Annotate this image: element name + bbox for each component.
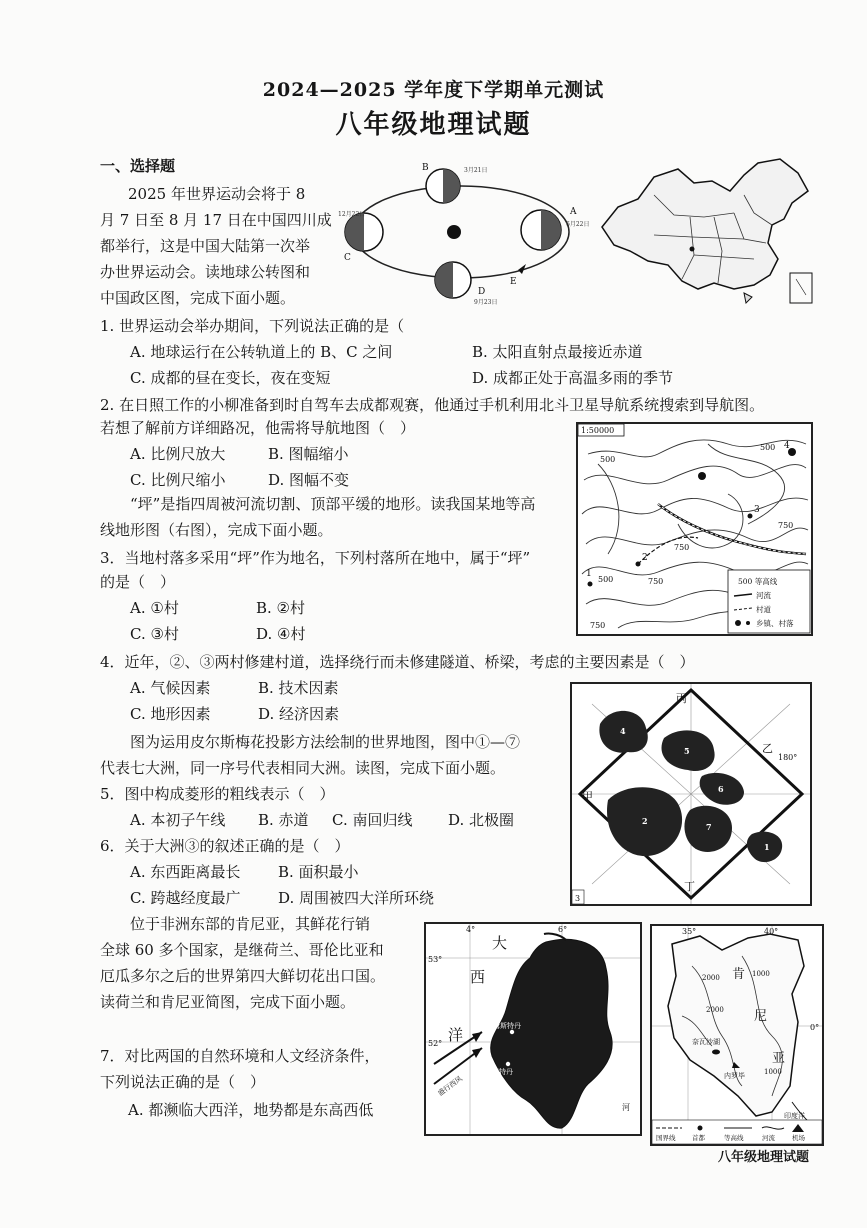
question-2-stem-2: 若想了解前方详细路况，他需将导航地图（ ） (100, 419, 416, 437)
continent-number: 2 (642, 816, 648, 826)
village-number: 1 (586, 569, 592, 579)
orbit-date: 6月22日 (566, 221, 590, 228)
continent-number: 1 (764, 842, 770, 852)
question-4-stem: 4．近年，②、③两村修建村道，选择绕行而未修建隧道、桥梁，考虑的主要因素是（ ） (100, 653, 695, 671)
contour-map (576, 422, 813, 636)
kenya-intro: 位于非洲东部的肯尼亚，其鲜花行销 (130, 915, 371, 933)
continent-number: 4 (620, 726, 626, 736)
orbit-label: D (478, 287, 486, 297)
orbit-label: C (344, 253, 351, 263)
elevation-label: 750 (674, 543, 690, 552)
continent-number: 7 (706, 822, 712, 832)
village-number: 4 (784, 441, 790, 451)
elevation-label: 750 (648, 577, 664, 586)
q1-option-c[interactable]: C. 成都的昼在变长，夜在变短 (130, 369, 331, 387)
continent-number: 3 (575, 894, 581, 903)
legend-item: 国界线 (656, 1134, 676, 1142)
q1-option-a[interactable]: A. 地球运行在公转轨道上的 B、C 之间 (130, 343, 393, 361)
orbit-date: 9月23日 (474, 299, 498, 306)
legend-item: 等高线 (724, 1134, 744, 1142)
wind-label: 盛行西风 (436, 1074, 464, 1098)
kenya-map (650, 924, 824, 1146)
country-char: 尼 (754, 1009, 768, 1024)
legend-item: 机场 (792, 1134, 805, 1142)
elevation-label: 750 (778, 521, 794, 530)
legend-river: 河流 (756, 591, 771, 600)
elevation-label: 750 (590, 621, 606, 630)
exam-subtitle: 八年级地理试题 (335, 110, 532, 140)
lat-label: 53° (428, 955, 443, 964)
orbit-date: 3月21日 (464, 167, 488, 174)
question-3-stem-2: 的是（ ） (100, 573, 176, 591)
q6-option-a[interactable]: A. 东西距离最长 (130, 863, 241, 881)
sea-char: 西 (470, 968, 486, 986)
lat-label: 0° (810, 1023, 820, 1032)
contour-label: 2000 (706, 1006, 724, 1014)
legend-item: 首都 (692, 1134, 705, 1142)
question-7-stem: 7．对比两国的自然环境和人文经济条件， (100, 1047, 380, 1065)
country-char: 亚 (772, 1051, 786, 1066)
q6-option-c[interactable]: C. 跨越经度最广 (130, 889, 241, 907)
lon-label: 35° (682, 927, 697, 936)
q5-option-b[interactable]: B. 赤道 (258, 811, 309, 829)
question-5-stem: 5．图中构成菱形的粗线表示（ ） (100, 785, 335, 803)
legend-road: 村道 (756, 605, 771, 614)
contour-label: 1000 (764, 1068, 782, 1076)
section-heading: 一、选择题 (100, 157, 176, 175)
q7-option-a[interactable]: A. 都濒临大西洋，地势都是东高西低 (128, 1101, 374, 1119)
orbit-label: E (510, 277, 517, 287)
q6-option-b[interactable]: B. 面积最小 (278, 863, 359, 881)
river-label: 河 (622, 1103, 630, 1112)
legend-item: 河流 (762, 1134, 775, 1142)
legend-village: 乡镇、村落 (756, 619, 794, 628)
place-label: 内罗毕 (724, 1072, 745, 1080)
kenya-intro: 厄瓜多尔之后的世界第四大鲜切花出口国。 (100, 967, 386, 985)
intro-line: 月 7 日至 8 月 17 日在中国四川成 (100, 211, 332, 229)
intro-line: 办世界运动会。读地球公转图和 (100, 263, 311, 281)
orbit-date: 12月22日 (338, 211, 366, 218)
orbit-label: A (570, 207, 577, 217)
question-6-stem: 6．关于大洲③的叙述正确的是（ ） (100, 837, 350, 855)
peirce-letter: 甲 (582, 790, 593, 803)
kenya-intro: 全球 60 多个国家，是继荷兰、哥伦比亚和 (100, 941, 384, 959)
lon-label: 40° (764, 927, 779, 936)
q3-option-b[interactable]: B. ②村 (256, 599, 306, 617)
sea-char: 大 (492, 934, 508, 952)
question-1-stem: 1. 世界运动会举办期间，下列说法正确的是（ (100, 317, 405, 335)
q3-option-c[interactable]: C. ③村 (130, 625, 179, 643)
continent-number: 6 (718, 784, 724, 794)
lon-label: 4° (466, 925, 476, 934)
peirce-letter: 丁 (684, 880, 695, 893)
q5-option-d[interactable]: D. 北极圈 (448, 811, 515, 829)
elevation-label: 500 (760, 443, 776, 452)
intro-line: 2025 年世界运动会将于 8 (128, 185, 306, 203)
china-political-map (594, 155, 820, 310)
q4-option-a[interactable]: A. 气候因素 (130, 679, 211, 697)
intro-line: 都举行，这是中国大陆第一次举 (100, 237, 311, 255)
village-number: 2 (642, 553, 648, 563)
place-label: 奈瓦沙湖 (692, 1038, 720, 1046)
peirce-intro: 图为运用皮尔斯梅花投影方法绘制的世界地图，图中①—⑦ (130, 733, 521, 751)
q4-option-c[interactable]: C. 地形因素 (130, 705, 211, 723)
q2-option-c[interactable]: C. 比例尺缩小 (130, 471, 226, 489)
elevation-label: 500 (600, 455, 616, 464)
legend-contour: 500 等高线 (738, 577, 778, 586)
meridian-label: 180° (778, 753, 798, 762)
lon-label: 6° (558, 925, 568, 934)
q3-option-d[interactable]: D. ④村 (256, 625, 306, 643)
orbit-label: B (422, 163, 429, 173)
place-label: 阿姆斯特丹 (486, 1022, 521, 1030)
q2-option-d[interactable]: D. 图幅不变 (268, 471, 350, 489)
lat-label: 52° (428, 1039, 443, 1048)
q5-option-a[interactable]: A. 本初子午线 (130, 811, 226, 829)
question-7-stem-2: 下列说法正确的是（ ） (100, 1073, 266, 1091)
peirce-letter: 乙 (762, 742, 773, 755)
q1-option-d[interactable]: D. 成都正处于高温多雨的季节 (472, 369, 674, 387)
ping-intro-2: 线地形图（右图），完成下面小题。 (100, 521, 333, 539)
question-2-stem: 2. 在日照工作的小柳准备到时自驾车去成都观赛，他通过手机利用北斗卫星导航系统搜索到导航图。 (100, 396, 765, 414)
village-number: 3 (754, 505, 760, 515)
map-scale: 1:50000 (581, 426, 615, 435)
q2-option-a[interactable]: A. 比例尺放大 (130, 445, 226, 463)
ping-intro: “坪”是指四周被河流切割、顶部平缓的地形。读我国某地等高 (130, 495, 536, 513)
peirce-letter: 丙 (676, 692, 687, 705)
q4-option-b[interactable]: B. 技术因素 (258, 679, 339, 697)
peirce-intro-2: 代表七大洲，同一序号代表相同大洲。读图，完成下面小题。 (100, 759, 506, 777)
netherlands-map (424, 922, 642, 1136)
q2-option-b[interactable]: B. 图幅缩小 (268, 445, 349, 463)
continent-number: 5 (684, 746, 690, 756)
peirce-world-map (570, 682, 812, 906)
kenya-intro: 读荷兰和肯尼亚简图，完成下面小题。 (100, 993, 356, 1011)
q3-option-a[interactable]: A. ①村 (130, 599, 179, 617)
q5-option-c[interactable]: C. 南回归线 (332, 811, 413, 829)
contour-label: 2000 (702, 974, 720, 982)
page-footer: 八年级地理试题 (718, 1150, 810, 1165)
question-3-stem: 3．当地村落多采用“坪”作为地名，下列村落所在地中，属于“坪” (100, 549, 531, 567)
q6-option-d[interactable]: D. 周围被四大洋所环绕 (278, 889, 435, 907)
contour-label: 1000 (752, 970, 770, 978)
place-label: 印度洋 (784, 1112, 805, 1120)
q1-option-b[interactable]: B. 太阳直射点最接近赤道 (472, 343, 643, 361)
sea-char: 洋 (448, 1026, 464, 1044)
country-char: 肯 (732, 967, 746, 982)
exam-title: 2024—2025 学年度下学期单元测试 (262, 79, 605, 101)
place-label: 鹿特丹 (492, 1068, 513, 1076)
intro-line: 中国政区图，完成下面小题。 (100, 289, 296, 307)
elevation-label: 500 (598, 575, 614, 584)
earth-orbit-diagram (336, 160, 591, 308)
q4-option-d[interactable]: D. 经济因素 (258, 705, 340, 723)
